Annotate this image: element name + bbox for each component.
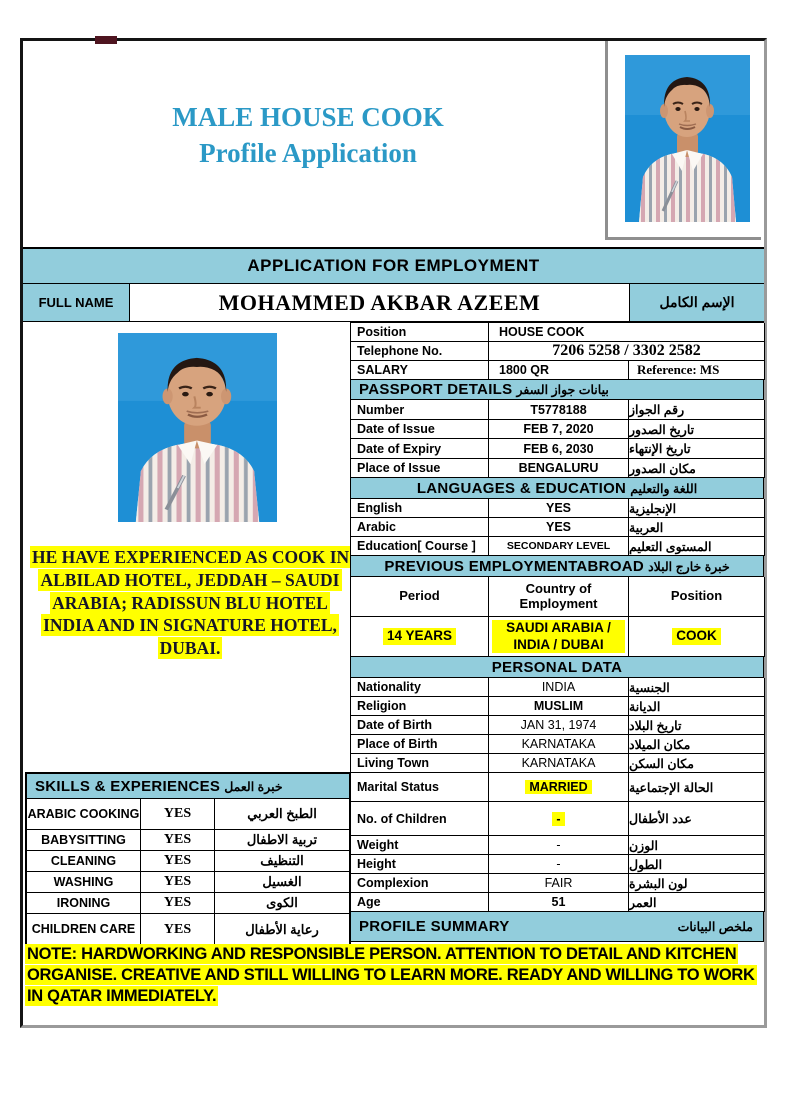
field-label-arabic: مكان الصدور — [629, 459, 765, 478]
table-row — [351, 678, 764, 697]
section-title-arabic: بيانات جواز السفر — [516, 383, 609, 397]
field-label-arabic: الجنسية — [629, 678, 765, 697]
table-row — [351, 855, 764, 874]
field-value: KARNATAKA — [489, 735, 629, 754]
field-value: KARNATAKA — [489, 754, 629, 773]
field-value: BENGALURU — [489, 459, 629, 478]
field-value: - — [489, 836, 629, 855]
application-header-text: APPLICATION FOR EMPLOYMENT — [247, 256, 540, 275]
section-title-arabic: خبرة خارج البلاد — [648, 559, 730, 574]
field-value: MARRIED — [525, 780, 591, 794]
field-label-arabic: لون البشرة — [629, 874, 765, 893]
table-row — [351, 836, 764, 855]
page-title-line1: MALE HOUSE COOK — [172, 102, 444, 132]
section-header-skills — [27, 774, 349, 799]
skill-label: IRONING — [27, 893, 141, 914]
field-label: Telephone No. — [351, 342, 489, 361]
section-header-passport — [351, 380, 764, 400]
skill-label-arabic: تربية الاطفال — [215, 830, 349, 851]
page-title — [133, 99, 483, 172]
field-label: Arabic — [351, 518, 489, 537]
field-value: - — [552, 812, 564, 826]
field-label-arabic: عدد الأطفال — [629, 802, 765, 836]
field-label: SALARY — [351, 361, 489, 380]
table-row — [351, 459, 764, 478]
field-label: Place of Birth — [351, 735, 489, 754]
field-value: FEB 7, 2020 — [489, 420, 629, 439]
table-row-salary — [351, 361, 764, 380]
skill-label-arabic: الغسيل — [215, 872, 349, 893]
field-value: T5778188 — [489, 400, 629, 420]
section-title-arabic: اللغة والتعليم — [630, 481, 698, 496]
table-row — [351, 735, 764, 754]
field-label: Date of Expiry — [351, 439, 489, 459]
field-label-arabic: تاريخ البلاد — [629, 716, 765, 735]
table-row — [351, 716, 764, 735]
field-label: Nationality — [351, 678, 489, 697]
field-label: Education[ Course ] — [351, 537, 489, 556]
section-header-personal — [351, 657, 764, 678]
section-title: PREVIOUS EMPLOYMENTABROAD — [384, 557, 645, 575]
field-label-arabic: العربية — [629, 518, 765, 537]
field-label: Date of Birth — [351, 716, 489, 735]
field-label: Number — [351, 400, 489, 420]
employment-data-row — [351, 617, 764, 657]
skill-label: WASHING — [27, 872, 141, 893]
field-label: Weight — [351, 836, 489, 855]
field-value: 7206 5258 / 3302 2582 — [489, 342, 765, 361]
applicant-photo — [625, 55, 750, 222]
table-row — [351, 518, 764, 537]
skill-row — [27, 893, 349, 914]
field-label-arabic: الديانة — [629, 697, 765, 716]
table-row — [351, 893, 764, 912]
field-label: Date of Issue — [351, 420, 489, 439]
field-label-arabic: تاريخ الإنتهاء — [629, 439, 765, 459]
table-row-position — [351, 323, 764, 342]
application-header-band — [23, 247, 764, 284]
field-label: Place of Issue — [351, 459, 489, 478]
skill-label-arabic: التنظيف — [215, 851, 349, 872]
field-label-arabic: الحالة الإجتماعية — [629, 773, 765, 802]
full-name-label-arabic: الإسم الكامل — [630, 284, 764, 321]
applicant-photo — [118, 333, 277, 522]
field-value: FAIR — [489, 874, 629, 893]
skill-value: YES — [141, 914, 215, 945]
table-row — [351, 802, 764, 836]
field-value: 1800 QR — [489, 361, 629, 380]
field-label: No. of Children — [351, 802, 489, 836]
employment-columns-row — [351, 577, 764, 617]
section-title: PERSONAL DATA — [491, 658, 623, 676]
skills-table — [25, 772, 351, 947]
skill-label: CLEANING — [27, 851, 141, 872]
table-row-telephone — [351, 342, 764, 361]
field-label: English — [351, 499, 489, 518]
section-title: SKILLS & EXPERIENCES — [35, 777, 221, 795]
field-value: - — [489, 855, 629, 874]
table-row — [351, 400, 764, 420]
skill-row — [27, 851, 349, 872]
employment-country: SAUDI ARABIA / INDIA / DUBAI — [492, 620, 625, 652]
skill-value: YES — [141, 893, 215, 914]
field-label: Complexion — [351, 874, 489, 893]
salary-reference: Reference: MS — [629, 361, 765, 380]
field-label: Living Town — [351, 754, 489, 773]
experience-summary-text: HE HAVE EXPERIENCED AS COOK IN ALBILAD HOTEL, JEDDAH – SAUDI ARABIA; RADISSUN BLU HOTEL INDIA AND IN SIGNATURE HOTEL, DUBAI. — [32, 547, 350, 658]
section-header-profile-summary — [351, 912, 764, 942]
table-row — [351, 697, 764, 716]
section-title: PROFILE SUMMARY — [359, 918, 510, 935]
field-value: YES — [489, 499, 629, 518]
field-label-arabic: مكان الميلاد — [629, 735, 765, 754]
field-label-arabic: مكان السكن — [629, 754, 765, 773]
field-label: Age — [351, 893, 489, 912]
field-label: Religion — [351, 697, 489, 716]
skill-row — [27, 872, 349, 893]
full-name-row — [23, 284, 764, 322]
field-value: JAN 31, 1974 — [489, 716, 629, 735]
column-header-period: Period — [351, 577, 489, 617]
skill-label: BABYSITTING — [27, 830, 141, 851]
table-row — [351, 499, 764, 518]
table-row — [351, 754, 764, 773]
skill-label-arabic: رعاية الأطفال — [245, 921, 319, 937]
column-header-position: Position — [629, 577, 765, 617]
section-title: LANGUAGES & EDUCATION — [416, 479, 627, 497]
field-value: INDIA — [489, 678, 629, 697]
photo-frame-top — [605, 41, 761, 240]
field-value: SECONDARY LEVEL — [489, 537, 629, 556]
employment-position: COOK — [672, 628, 721, 644]
application-form — [20, 38, 767, 1028]
skill-value: YES — [141, 851, 215, 872]
field-label: Marital Status — [351, 773, 489, 802]
skill-row — [27, 914, 349, 945]
field-label-arabic: المستوى التعليم — [629, 537, 765, 556]
skill-label-arabic: الطبخ العربي — [215, 799, 349, 830]
section-title-arabic: خبرة العمل — [224, 779, 283, 794]
field-value: FEB 6, 2030 — [489, 439, 629, 459]
field-label-arabic: الوزن — [629, 836, 765, 855]
field-label-arabic: تاريخ الصدور — [629, 420, 765, 439]
field-value: MUSLIM — [489, 697, 629, 716]
section-title-arabic: ملخص البيانات — [677, 920, 753, 934]
table-row — [351, 420, 764, 439]
experience-summary — [30, 546, 350, 660]
full-name-label: FULL NAME — [23, 284, 130, 321]
skill-value: YES — [141, 830, 215, 851]
field-value: YES — [489, 518, 629, 537]
details-table — [350, 322, 764, 942]
page-title-line2: Profile Application — [199, 138, 417, 169]
skill-row — [27, 799, 349, 830]
section-header-employment — [351, 556, 764, 577]
field-value: 51 — [489, 893, 629, 912]
field-label-arabic: الإنجليزية — [629, 499, 765, 518]
skill-row — [27, 830, 349, 851]
skill-label-arabic: الكوى — [215, 893, 349, 914]
table-row — [351, 773, 764, 802]
field-label: Height — [351, 855, 489, 874]
table-row — [351, 874, 764, 893]
bottom-note-text: NOTE: HARDWORKING AND RESPONSIBLE PERSON. ATTENTION TO DETAIL AND KITCHEN ORGANISE. CREATIVE AND STILL WILLING TO LEARN MORE. READY AND WILLING TO WORK IN QATAR IMMEDIATELY. — [27, 945, 755, 1006]
table-row — [351, 439, 764, 459]
red-mark-artifact — [95, 36, 117, 44]
skill-label: CHILDREN CARE — [27, 914, 141, 945]
skill-value: YES — [141, 799, 215, 830]
field-label-arabic: العمر — [629, 893, 765, 912]
section-header-languages — [351, 478, 764, 499]
skill-value: YES — [141, 872, 215, 893]
field-label-arabic: رقم الجواز — [629, 400, 765, 420]
field-label-arabic: الطول — [629, 855, 765, 874]
bottom-note — [25, 944, 764, 1007]
employment-period: 14 YEARS — [383, 628, 456, 644]
full-name-value: MOHAMMED AKBAR AZEEM — [130, 284, 630, 321]
field-value: HOUSE COOK — [489, 323, 765, 342]
column-header-country: Country of Employment — [489, 577, 629, 617]
table-row — [351, 537, 764, 556]
skill-label: ARABIC COOKING — [27, 799, 141, 830]
section-title: PASSPORT DETAILS — [359, 381, 513, 398]
field-label: Position — [351, 323, 489, 342]
